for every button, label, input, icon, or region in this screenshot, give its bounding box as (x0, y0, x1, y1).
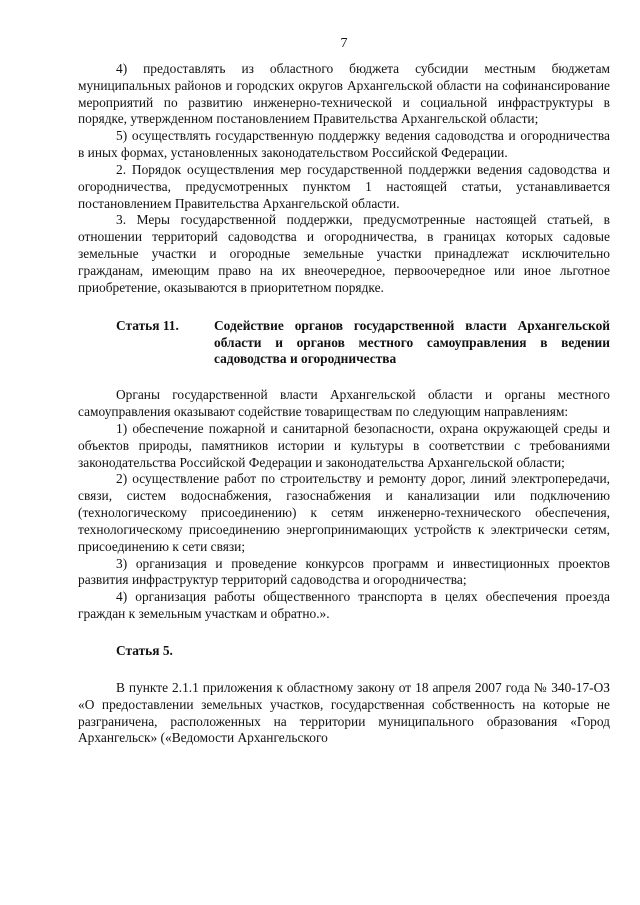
page-number: 7 (340, 36, 348, 51)
paragraph-direction-2: 2) осуществление работ по строительству и ремонту дорог, линий электропередачи, связи, систем водоснабжения, газоснабжения и канализации или подключению (технологическому присоединению) к сетям инженерно-технического обеспечения, технологическому присоединению энергопринимающих устройств к электрически сетям, присоединению к сети связи; (78, 471, 610, 554)
paragraph-direction-4: 4) организация работы общественного транспорта в целях обеспечения проезда граждан к земельным участкам и обратно.». (78, 589, 610, 622)
paragraph-direction-1: 1) обеспечение пожарной и санитарной безопасности, охрана окружающей среды и объектов природы, памятников истории и культуры в соответствии с требованиями законодательства Российской Федерации и законодательства Архангельской области; (78, 420, 610, 470)
paragraph-item-5: 5) осуществлять государственную поддержку ведения садоводства и огородничества в иных формах, установленных законодательством Российской Федерации. (78, 128, 610, 161)
article-5-heading: Статья 5. (116, 643, 173, 658)
paragraph-point-2: 2. Порядок осуществления мер государственной поддержки ведения садоводства и огородничества, предусмотренных пунктом 1 настоящей статьи, устанавливается постановлением Правительства Архангельской области. (78, 161, 610, 211)
article-11-title: Содействие органов государственной власти Архангельской области и органов местного самоуправления в ведении садоводства и огородничества (214, 317, 610, 367)
article-11-heading (78, 318, 610, 369)
paragraph-intro: Органы государственной власти Архангельской области и органы местного самоуправления оказывают содействие товариществам по следующим направлениям: (78, 387, 610, 420)
paragraph-point-3: 3. Меры государственной поддержки, предусмотренные настоящей статьей, в отношении территорий садоводства и огородничества, в границах которых садовые земельные участки и огородные земельные участки принадлежат исключительно гражданам, имеющим право на их внеочередное, первоочередное или иное льготное приобретение, оказываются в приоритетном порядке. (78, 212, 610, 295)
paragraph-amendment: В пункте 2.1.1 приложения к областному закону от 18 апреля 2007 года № 340-17-ОЗ «О предоставлении земельных участков, государственная собственность на которые не разграничена, расположенных на территории муниципального образования «Город Архангельск» («Ведомости Архангельского (78, 679, 610, 746)
article-11-label: Статья 11. (116, 317, 179, 333)
paragraph-direction-3: 3) организация и проведение конкурсов программ и инвестиционных проектов развития инфраструктур территорий садоводства и огородничества; (78, 555, 610, 588)
paragraph-item-4: 4) предоставлять из областного бюджета субсидии местным бюджетам муниципальных районов и городских округов Архангельской области на софинансирование мероприятий по развитию инженерно-технической и социальной инфраструктуры в порядке, утвержденном постановлением Правительства Архангельской области; (78, 60, 610, 127)
